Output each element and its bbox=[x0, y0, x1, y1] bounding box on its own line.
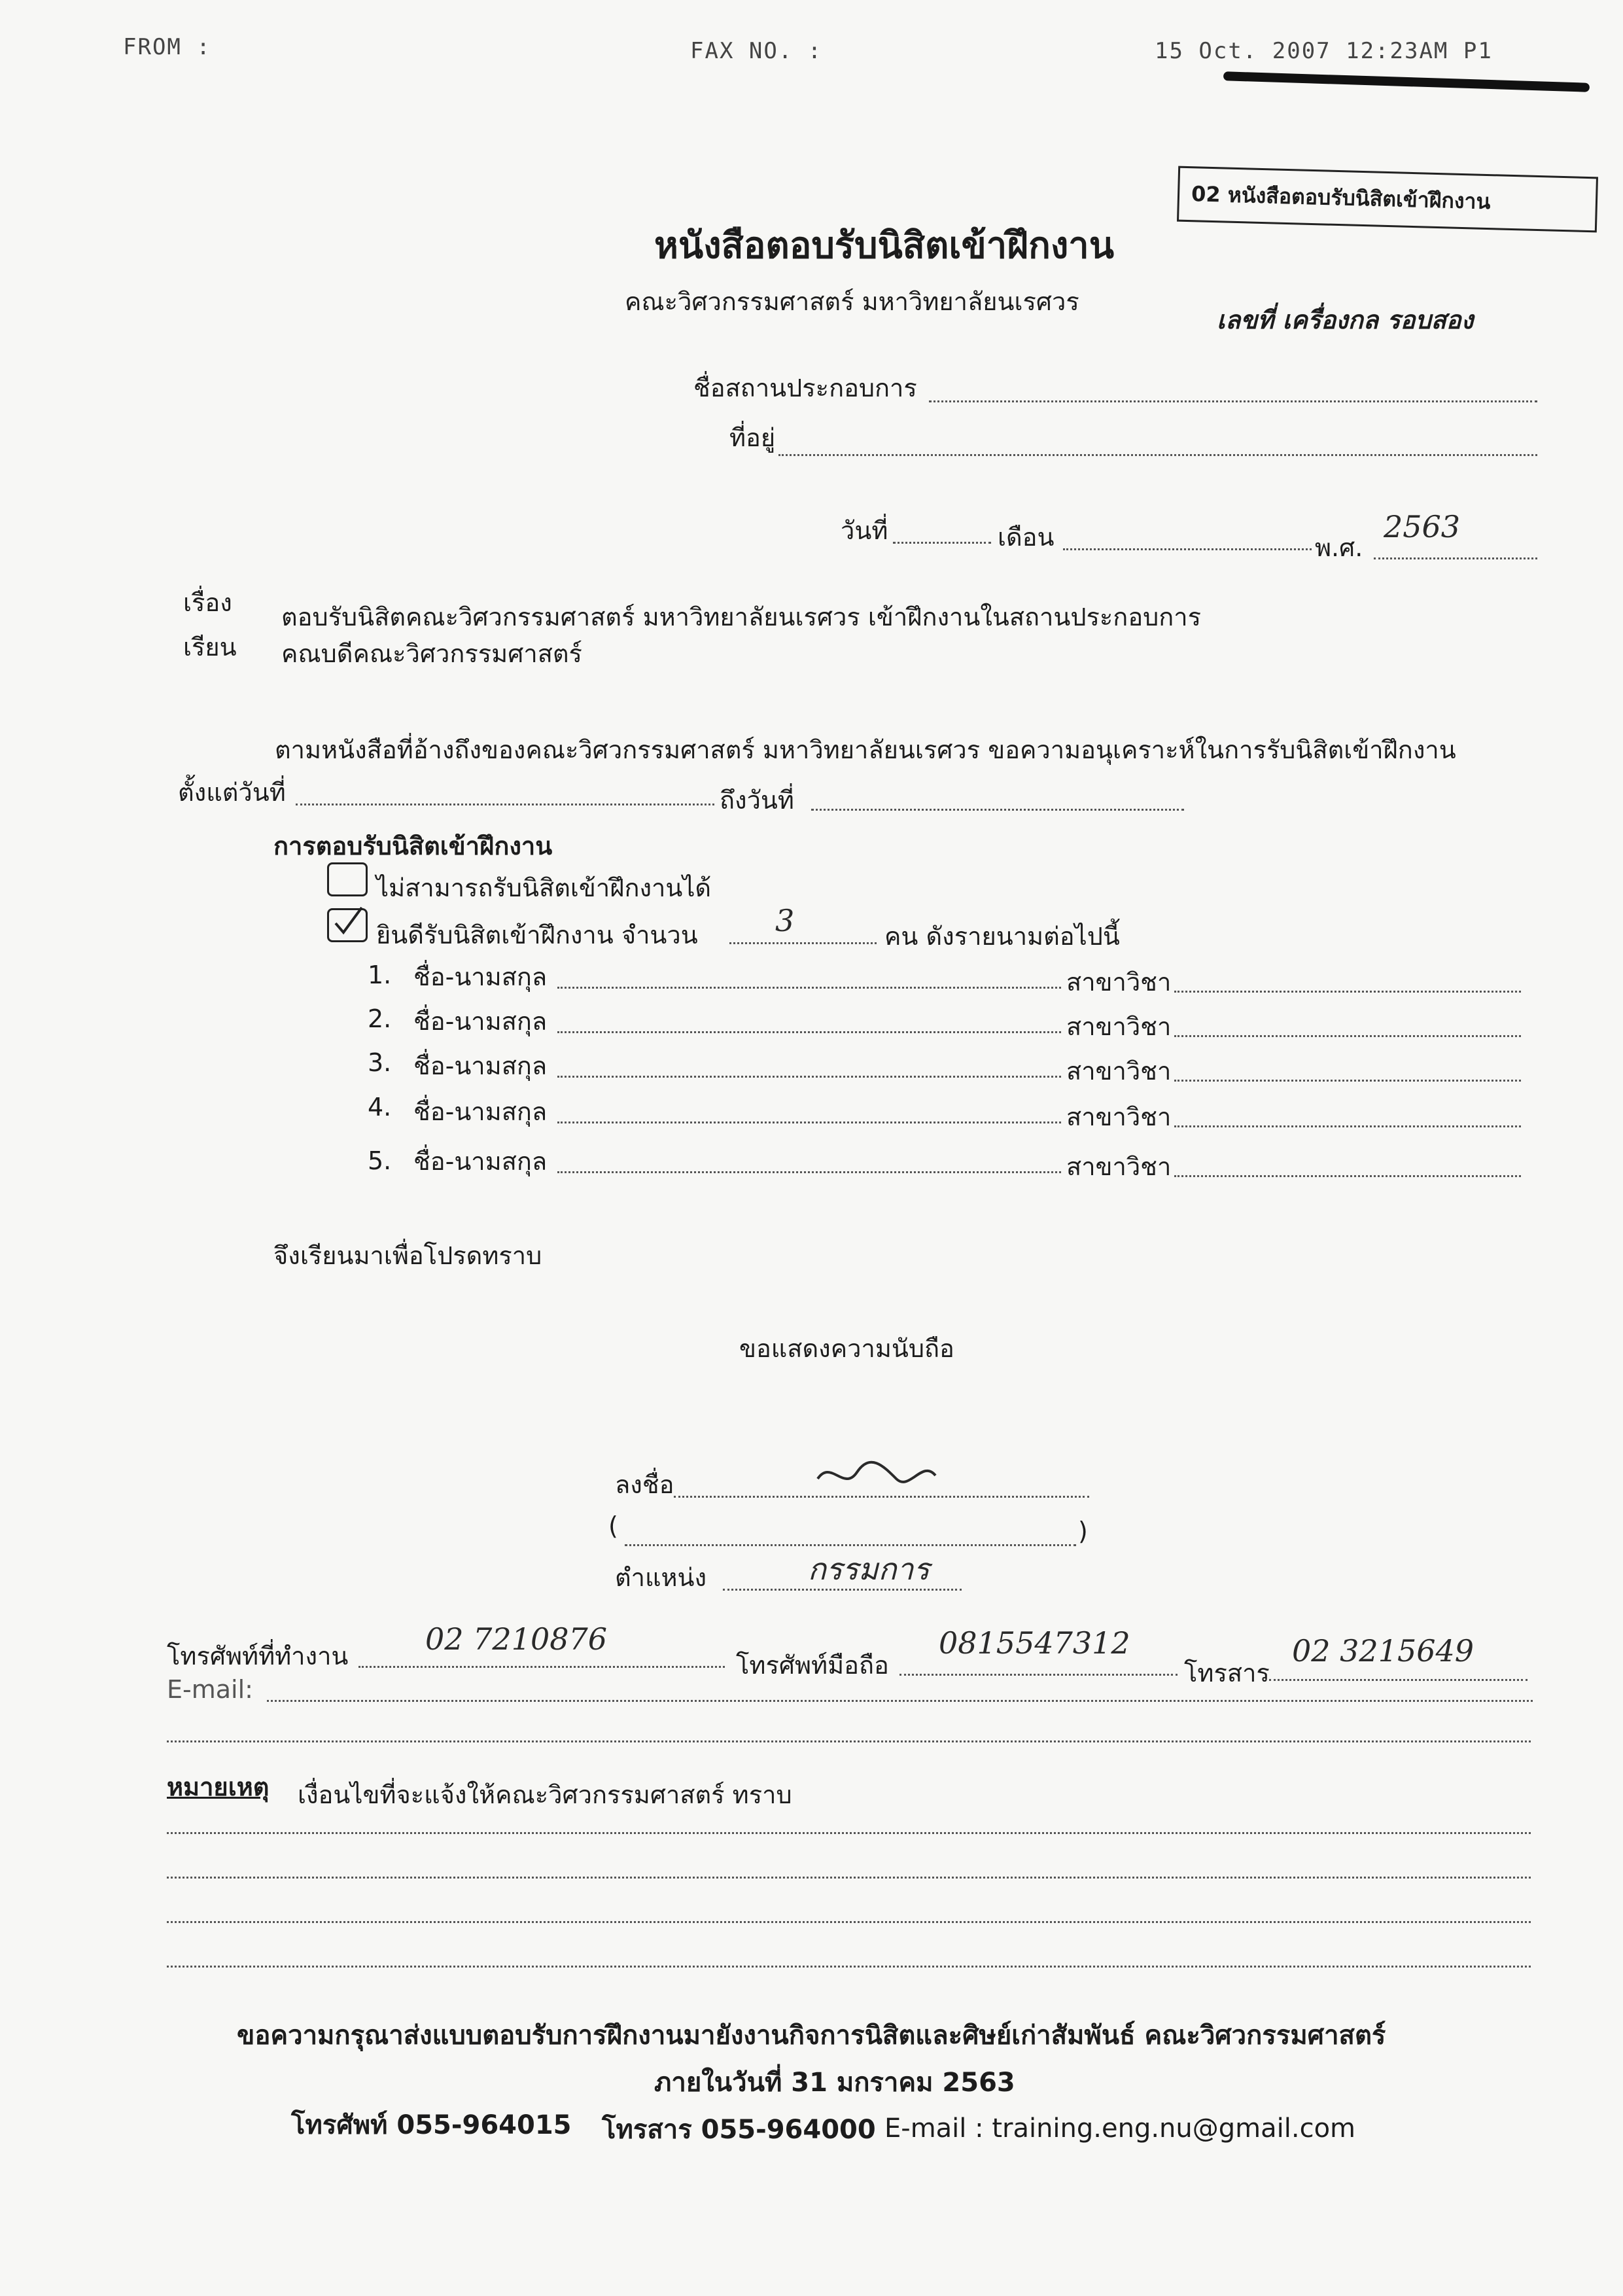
period-to-line bbox=[811, 809, 1184, 811]
note-line-3 bbox=[167, 1921, 1531, 1923]
fax-from-label: FROM : bbox=[123, 34, 211, 60]
student-major-label: สาขาวิชา bbox=[1066, 1057, 1172, 1086]
footer-email: E-mail : training.eng.nu@gmail.com bbox=[884, 2113, 1355, 2144]
student-name-line bbox=[557, 1031, 1061, 1033]
fax-datetime: 15 Oct. 2007 12:23AM P1 bbox=[1155, 38, 1493, 64]
company-address-label: ที่อยู่ bbox=[729, 423, 776, 452]
student-row-number: 4. bbox=[368, 1093, 392, 1122]
student-major-line bbox=[1174, 1035, 1521, 1037]
work-phone-value: 02 7210876 bbox=[425, 1621, 608, 1657]
email-extra-line bbox=[167, 1740, 1531, 1742]
period-from-line bbox=[296, 804, 714, 805]
faculty-subtitle: คณะวิศวกรรมศาสตร์ มหาวิทยาลัยนเรศวร bbox=[625, 287, 1079, 316]
company-name-label: ชื่อสถานประกอบการ bbox=[693, 374, 917, 402]
period-to-label: ถึงวันที่ bbox=[720, 786, 794, 815]
period-from-label: ตั้งแต่วันที่ bbox=[178, 778, 286, 807]
form-code-box bbox=[1177, 166, 1598, 233]
email-label: E-mail: bbox=[167, 1675, 253, 1704]
student-name-label: ชื่อ-นามสกุล bbox=[413, 1097, 548, 1126]
company-address-line bbox=[778, 454, 1537, 456]
work-phone-label: โทรศัพท์ที่ทำงาน bbox=[167, 1642, 349, 1670]
student-major-line bbox=[1174, 991, 1521, 993]
student-row-number: 5. bbox=[368, 1146, 392, 1175]
accept-checkbox[interactable] bbox=[327, 908, 368, 942]
student-name-label: ชื่อ-นามสกุล bbox=[413, 963, 548, 991]
body-text: ตามหนังสือที่อ้างถึงของคณะวิศวกรรมศาสตร์ มหาวิทยาลัยนเรศวร ขอความอนุเคราะห์ในการรับนิสิตเข้าฝึกงาน bbox=[275, 735, 1456, 764]
fax-value: 02 3215649 bbox=[1292, 1633, 1475, 1669]
student-major-label: สาขาวิชา bbox=[1066, 968, 1172, 997]
fax-line bbox=[1269, 1679, 1527, 1681]
mobile-value: 0815547312 bbox=[939, 1625, 1130, 1661]
note-line-1 bbox=[167, 1832, 1531, 1834]
student-row-number: 3. bbox=[368, 1048, 392, 1077]
student-name-line bbox=[557, 1076, 1061, 1078]
student-major-line bbox=[1174, 1175, 1521, 1177]
student-major-label: สาขาวิชา bbox=[1066, 1152, 1172, 1181]
student-name-label: ชื่อ-นามสกุล bbox=[413, 1007, 548, 1036]
student-name-label: ชื่อ-นามสกุล bbox=[413, 1147, 548, 1176]
mobile-line bbox=[899, 1674, 1178, 1676]
date-month-line bbox=[1063, 548, 1312, 550]
student-major-line bbox=[1174, 1125, 1521, 1127]
student-major-label: สาขาวิชา bbox=[1066, 1103, 1172, 1131]
document-number: เลขที่ เครื่องกล รอบสอง bbox=[1217, 306, 1474, 334]
student-row-number: 1. bbox=[368, 961, 392, 989]
footer-fax: โทรสาร 055-964000 bbox=[602, 2115, 876, 2145]
accept-option-label: ยินดีรับนิสิตเข้าฝึกงาน จำนวน bbox=[376, 921, 698, 949]
email-line bbox=[267, 1700, 1533, 1702]
note-label: หมายเหตุ bbox=[167, 1773, 270, 1801]
footer-deadline: ภายในวันที่ 31 มกราคม 2563 bbox=[654, 2068, 1015, 2098]
reject-option-label: ไม่สามารถรับนิสิตเข้าฝึกงานได้ bbox=[376, 874, 712, 902]
accept-suffix: คน ดังรายนามต่อไปนี้ bbox=[884, 922, 1120, 951]
check-mark-icon bbox=[329, 906, 366, 936]
work-phone-line bbox=[358, 1666, 725, 1668]
signature-label: ลงชื่อ bbox=[615, 1470, 674, 1499]
date-month-label: เดือน bbox=[998, 523, 1055, 552]
position-value: กรรมการ bbox=[808, 1551, 930, 1587]
fax-number-label: FAX NO. : bbox=[690, 38, 823, 64]
footer-instruction: ขอความกรุณาส่งแบบตอบรับการฝึกงานมายังงานกิจการนิสิตและศิษย์เก่าสัมพันธ์ คณะวิศวกรรมศาสตร์ bbox=[237, 2021, 1386, 2051]
student-row-number: 2. bbox=[368, 1004, 392, 1033]
to-label: เรียน bbox=[183, 633, 237, 662]
reject-checkbox[interactable] bbox=[327, 862, 368, 896]
document-title: หนังสือตอบรับนิสิตเข้าฝึกงาน bbox=[654, 224, 1115, 267]
note-text: เงื่อนไขที่จะแจ้งให้คณะวิศวกรรมศาสตร์ ทราบ bbox=[298, 1780, 792, 1809]
date-year-value: 2563 bbox=[1384, 509, 1461, 544]
printed-name-close-paren: ) bbox=[1078, 1517, 1088, 1545]
note-line-2 bbox=[167, 1877, 1531, 1879]
scan-streak bbox=[1223, 71, 1590, 92]
accept-count-value: 3 bbox=[775, 903, 795, 938]
subject-text: ตอบรับนิสิตคณะวิศวกรรมศาสตร์ มหาวิทยาลัยนเรศวร เข้าฝึกงานในสถานประกอบการ bbox=[281, 603, 1202, 631]
date-year-label: พ.ศ. bbox=[1315, 533, 1363, 562]
closing-line: จึงเรียนมาเพื่อโปรดทราบ bbox=[273, 1241, 542, 1270]
footer-phone: โทรศัพท์ 055-964015 bbox=[291, 2110, 572, 2140]
company-name-line bbox=[929, 400, 1537, 402]
student-name-line bbox=[557, 1171, 1061, 1173]
mobile-label: โทรศัพท์มือถือ bbox=[736, 1651, 889, 1680]
fax-label: โทรสาร bbox=[1184, 1659, 1270, 1687]
regards-line: ขอแสดงความนับถือ bbox=[739, 1334, 954, 1363]
form-code-label: 02 หนังสือตอบรับนิสิตเข้าฝึกงาน bbox=[1191, 181, 1491, 215]
date-day-label: วันที่ bbox=[841, 516, 888, 545]
student-name-label: ชื่อ-นามสกุล bbox=[413, 1051, 548, 1080]
accept-count-line bbox=[729, 942, 877, 944]
position-label: ตำแหน่ง bbox=[615, 1563, 707, 1592]
signature-mark bbox=[811, 1446, 942, 1498]
date-day-line bbox=[893, 542, 991, 544]
printed-name-open-paren: ( bbox=[608, 1511, 618, 1540]
subject-label: เรื่อง bbox=[183, 588, 232, 617]
date-year-line bbox=[1374, 557, 1537, 559]
student-name-line bbox=[557, 1122, 1061, 1123]
student-major-line bbox=[1174, 1080, 1521, 1082]
note-line-4 bbox=[167, 1966, 1531, 1968]
student-major-label: สาขาวิชา bbox=[1066, 1012, 1172, 1041]
response-heading: การตอบรับนิสิตเข้าฝึกงาน bbox=[273, 832, 553, 860]
to-text: คณบดีคณะวิศวกรรมศาสตร์ bbox=[281, 639, 582, 668]
student-name-line bbox=[557, 987, 1061, 989]
